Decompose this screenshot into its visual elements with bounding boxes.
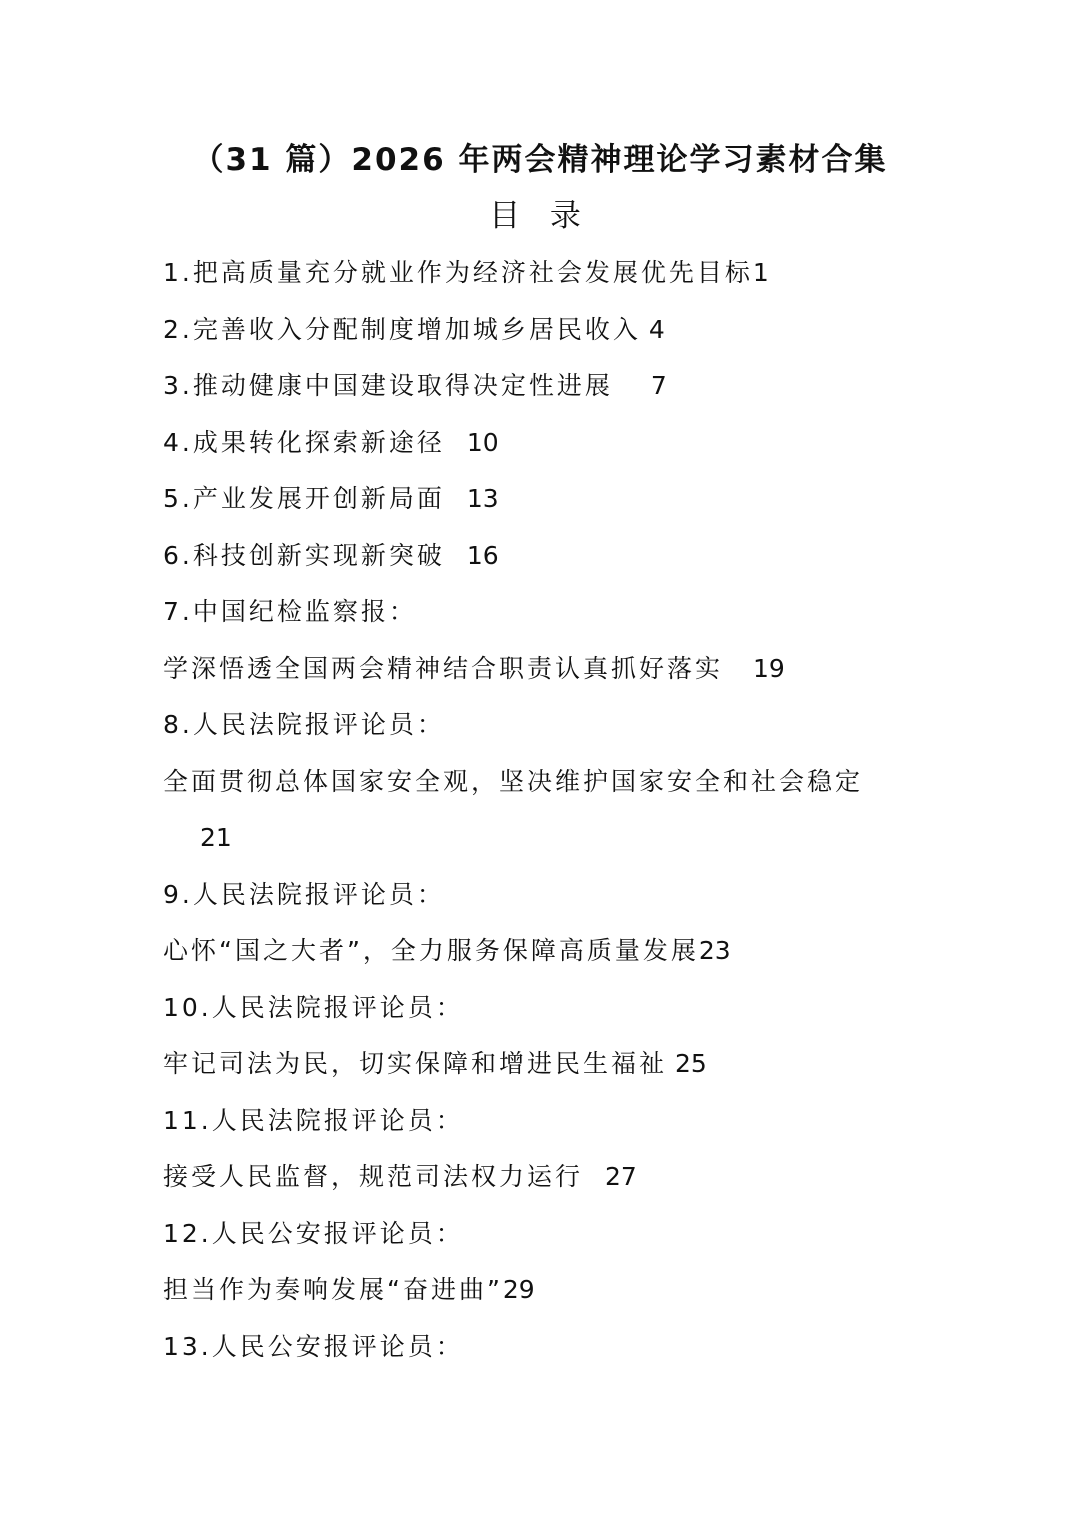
toc-entry-page: 13 [466,484,499,513]
toc-entry [163,425,499,461]
toc-entry-text: 13.人民公安报评论员： [163,1332,464,1361]
toc-entry [163,764,863,800]
toc-entry-text: 12.人民公安报评论员： [163,1219,464,1248]
toc-entry [163,312,665,348]
toc-entry [163,368,667,404]
toc-entry-text: 全面贯彻总体国家安全观，坚决维护国家安全和社会稳定 [163,767,864,796]
toc-entry-page: 1 [752,258,769,287]
toc-entry [163,651,785,687]
toc-entry-text: 牢记司法为民，切实保障和增进民生福祉 [163,1049,668,1078]
toc-entry-text: 8.人民法院报评论员： [163,710,445,739]
toc-entry [163,1046,707,1082]
toc-entry-page: 7 [650,371,667,400]
toc-entry [163,255,769,291]
toc-entry-text: 接受人民监督，规范司法权力运行 [163,1162,584,1191]
toc-entry-page-line [200,820,232,856]
toc-entry-page: 19 [753,654,785,683]
toc-entry [163,990,464,1026]
toc-entry [163,481,499,517]
toc-entry [163,1272,535,1308]
toc-entry-page: 23 [698,936,731,965]
toc-entry [163,538,499,574]
toc-entry [163,1159,637,1195]
document-title: （31 篇）2026 年两会精神理论学习素材合集 [192,142,888,178]
toc-entry-text: 7.中国纪检监察报： [163,597,417,626]
toc-entry-page: 25 [675,1049,707,1078]
toc-entry [163,933,731,969]
toc-entry-text: 3.推动健康中国建设取得决定性进展 [163,371,613,400]
toc-entry [163,1329,464,1365]
toc-entry [163,1216,464,1252]
toc-entry [163,1103,464,1139]
toc-entry-text: 学深悟透全国两会精神结合职责认真抓好落实 [163,654,724,683]
toc-entry-text: 10.人民法院报评论员： [163,993,464,1022]
toc-entry-text: 4.成果转化探索新途径 [163,428,445,457]
toc-entry [163,877,445,913]
toc-entry-text: 6.科技创新实现新突破 [163,541,445,570]
toc-entry-page: 21 [200,823,232,852]
toc-entry-text: 1.把高质量充分就业作为经济社会发展优先目标 [163,258,753,287]
toc-entry-page: 4 [648,315,665,344]
toc-entry-page: 10 [466,428,499,457]
toc-entry-page: 29 [502,1275,535,1304]
toc-entry-text: 2.完善收入分配制度增加城乡居民收入 [163,315,641,344]
toc-entry-text: 11.人民法院报评论员： [163,1106,464,1135]
toc-entry-page: 27 [605,1162,637,1191]
toc-entry-page: 16 [466,541,499,570]
toc-entry [163,707,445,743]
toc-entry-text: 5.产业发展开创新局面 [163,484,445,513]
toc-entry-text: 心怀“国之大者”，全力服务保障高质量发展 [163,936,699,965]
toc-entry [163,594,417,630]
toc-entry-text: 9.人民法院报评论员： [163,880,445,909]
toc-heading: 目 录 [489,198,591,234]
toc-entry-text: 担当作为奏响发展“奋进曲” [163,1275,503,1304]
